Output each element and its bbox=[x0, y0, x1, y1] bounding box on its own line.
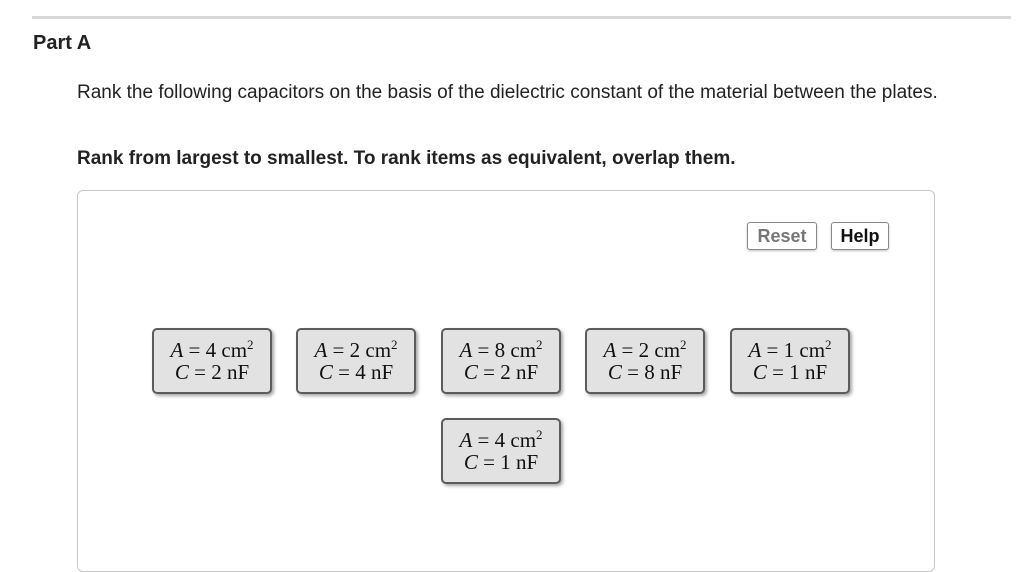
capacitor-tile[interactable] bbox=[441, 328, 561, 394]
area-line: A = 2 $cm^2$ bbox=[603, 337, 687, 362]
help-button[interactable]: Help bbox=[831, 222, 889, 250]
capacitor-tile[interactable] bbox=[152, 328, 272, 394]
capacitor-tile[interactable] bbox=[585, 328, 705, 394]
capacitance-line: C = 4 nF bbox=[318, 360, 394, 384]
top-divider bbox=[32, 16, 1011, 19]
ranking-instruction: Rank from largest to smallest. To rank items as equivalent, overlap them. bbox=[77, 148, 736, 169]
capacitor-tile[interactable] bbox=[296, 328, 416, 394]
capacitor-tile[interactable] bbox=[730, 328, 850, 394]
capacitance-line: C = 1 nF bbox=[752, 360, 828, 384]
reset-button[interactable]: Reset bbox=[747, 222, 817, 250]
capacitance-line: C = 2 nF bbox=[174, 360, 250, 384]
question-text: Rank the following capacitors on the basis of the dielectric constant of the material between the plates. bbox=[77, 82, 938, 103]
capacitance-line: C = 8 nF bbox=[607, 360, 683, 384]
capacitor-tile[interactable] bbox=[441, 418, 561, 484]
area-line: A = 8 $cm^2$ bbox=[459, 337, 543, 362]
part-title: Part A bbox=[33, 32, 92, 54]
capacitance-line: C = 1 nF bbox=[463, 450, 539, 474]
area-line: A = 4 $cm^2$ bbox=[170, 337, 254, 362]
area-line: A = 4 $cm^2$ bbox=[459, 427, 543, 452]
capacitance-line: C = 2 nF bbox=[463, 360, 539, 384]
area-line: A = 2 $cm^2$ bbox=[314, 337, 398, 362]
area-line: A = 1 $cm^2$ bbox=[748, 337, 832, 362]
